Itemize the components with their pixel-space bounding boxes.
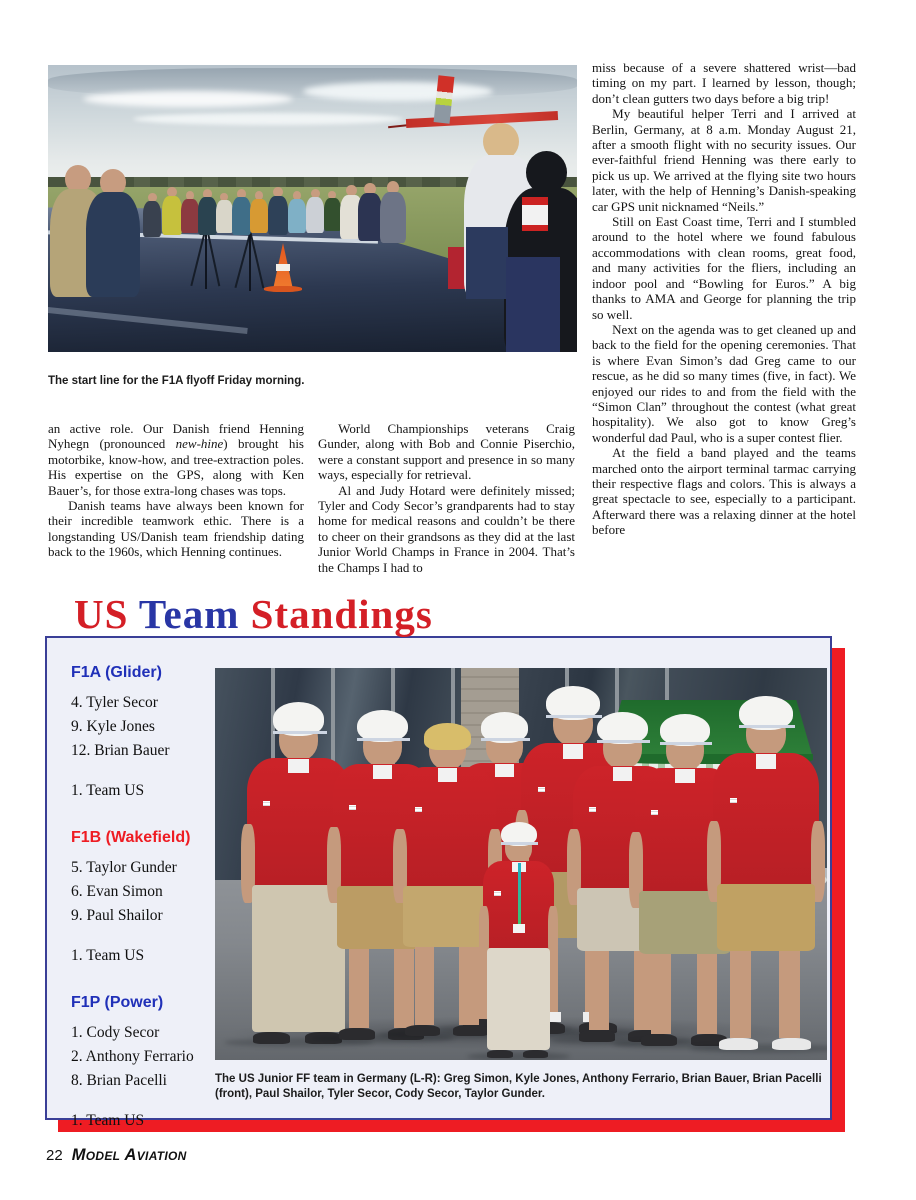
person-leg xyxy=(394,949,414,1028)
standings-section xyxy=(71,829,239,968)
start-photo-scenery xyxy=(276,264,290,271)
person-figure xyxy=(216,200,233,233)
us-team-standings-box xyxy=(45,636,832,1129)
team-polo xyxy=(713,753,819,884)
person-figure xyxy=(86,192,140,297)
paragraph: My beautiful helper Terri and I arrived at Berlin, Germany, at 8 a.m. Monday August 21, after a smooth flight with no security issues. Our ever-faithful friend Henning was there early to pick us up. We arrived at the flying site two hours later, with the help of Henning’s Danish-speaking car GPS unit nicknamed “Neils.” xyxy=(592,106,856,214)
team-cap-brim xyxy=(660,742,713,745)
paragraph: miss because of a severe shattered wrist—bad timing on my part. I learned by lesson, though; don’t clean gutters two days before a big trip! xyxy=(592,60,856,106)
polo-collar xyxy=(438,768,457,782)
start-line-photo xyxy=(48,65,577,352)
person-pants xyxy=(252,885,345,1032)
standings-title-segment: US xyxy=(74,591,139,637)
person-leg xyxy=(415,947,434,1025)
polo-logo xyxy=(349,805,356,810)
polo-logo xyxy=(589,807,596,812)
person-shoe xyxy=(339,1028,375,1040)
polo-logo xyxy=(730,798,737,803)
start-photo-scenery xyxy=(522,225,548,231)
team-cap-brim xyxy=(546,715,602,718)
person-figure xyxy=(250,199,268,233)
person-figure xyxy=(198,197,217,235)
standings-entry: 5. Taylor Gunder xyxy=(71,859,177,876)
polo-collar xyxy=(675,769,695,783)
polo-logo xyxy=(415,807,422,812)
polo-collar xyxy=(288,759,308,773)
standings-team-entry: 1. Team US xyxy=(71,947,145,964)
person-figure xyxy=(324,198,341,231)
start-photo-scenery xyxy=(522,197,548,205)
person-figure xyxy=(162,196,182,235)
team-cap-brim xyxy=(357,738,410,741)
polo-collar xyxy=(756,754,777,769)
standings-title-segment: Standings xyxy=(250,591,433,637)
person-shoe xyxy=(772,1038,810,1050)
standings-entry: 8. Brian Pacelli xyxy=(71,1072,167,1089)
person-shorts xyxy=(717,884,815,951)
person-figure xyxy=(181,199,199,233)
start-photo-scenery xyxy=(506,257,560,352)
person-shoe xyxy=(719,1038,757,1050)
standings-heading: F1P (Power) xyxy=(71,994,164,1011)
standings-title-segment: Team xyxy=(138,591,251,637)
person-leg xyxy=(779,951,800,1038)
person-leg xyxy=(651,954,671,1034)
person-shoe xyxy=(523,1050,549,1058)
start-line-photo-caption: The start line for the F1A flyoff Friday morning. xyxy=(48,375,305,387)
person-figure xyxy=(288,199,306,233)
page-number: 22 xyxy=(46,1147,63,1164)
team-photo-caption: The US Junior FF team in Germany (L-R): Greg Simon, Kyle Jones, Anthony Ferrario, Brian Bauer, Brian Pacelli (front), Paul Shailor, Tyler Secor, Cody Secor, Taylor Gunder. xyxy=(215,1073,822,1100)
polo-logo xyxy=(538,787,545,792)
team-cap-brim xyxy=(501,842,539,845)
page-footer xyxy=(46,1146,187,1165)
standings-section xyxy=(71,664,239,803)
magazine-name: Model Aviation xyxy=(71,1146,187,1164)
standings-entry: 2. Anthony Ferrario xyxy=(71,1048,194,1065)
person-leg xyxy=(589,951,609,1030)
polo-logo xyxy=(494,891,501,896)
team-cap-brim xyxy=(597,740,650,743)
team-cap-brim xyxy=(273,731,327,734)
article-column-1 xyxy=(48,421,304,560)
person-hair xyxy=(424,723,470,750)
standings-section xyxy=(71,994,239,1133)
start-photo-scenery xyxy=(264,286,302,292)
polo-logo xyxy=(651,810,658,815)
person-shoe xyxy=(405,1025,440,1036)
paragraph: Danish teams have always been known for their incredible teamwork ethic. There is a longstanding US/Danish team friendship dating back to the 1960s, which Henning continues. xyxy=(48,498,304,560)
person-shoe xyxy=(641,1034,677,1046)
team-polo xyxy=(399,767,496,886)
standings-entry: 6. Evan Simon xyxy=(71,883,163,900)
team-cap-brim xyxy=(739,725,795,728)
paragraph: Still on East Coast time, Terri and I stumbled around to the hotel where we found fabulous accommodations with clean rooms, great food, and many activities for the fliers, including an indoor pool and “Bowling for Euros.” A big thanks to AMA and George for planning the trip so well. xyxy=(592,214,856,322)
team-photo xyxy=(215,668,827,1060)
start-photo-scenery xyxy=(466,227,508,299)
person-shadow xyxy=(467,1052,569,1060)
person-figure xyxy=(306,197,324,233)
polo-collar xyxy=(495,764,513,777)
person-figure xyxy=(268,196,288,235)
person-shoe xyxy=(487,1050,513,1058)
paragraph: Al and Judy Hotard were definitely missed; Tyler and Cody Secor’s grandparents had to stay home for medical reasons and couldn’t be there to cheer on their grandsons as they did at the last Junior World Champs in France in 2004. That’s the Champs I had to xyxy=(318,482,575,575)
paragraph: Next on the agenda was to get cleaned up and back to the field for the opening ceremonies. That is where Evan Simon’s dad Greg came to our rescue, as he did so many times (five, in fact). We enjoyed our rides to and from the field with the “Simon Clan” throughout the contest (what great hospitality). We also got to know Greg’s wonderful dad Paul, who is a super contest flier. xyxy=(592,321,856,445)
standings-entry: 9. Kyle Jones xyxy=(71,718,155,735)
paragraph: an active role. Our Danish friend Henning Nyhegn (pronounced new-hine) brought his motorbike, know-how, and tree-extraction poles. His expertise on the GPS, along with Ken Bauer’s, for those extra-long chases was tops. xyxy=(48,421,304,498)
standings-heading: F1B (Wakefield) xyxy=(71,829,191,846)
person-shoe xyxy=(253,1032,290,1044)
standings-entry: 9. Paul Shailor xyxy=(71,907,163,924)
polo-collar xyxy=(373,765,393,779)
article-column-3 xyxy=(592,60,856,538)
start-photo-scenery xyxy=(303,82,493,101)
article-column-2 xyxy=(318,421,575,575)
person-leg xyxy=(349,949,369,1028)
polo-collar xyxy=(563,744,584,759)
polo-collar xyxy=(613,767,633,781)
person-leg xyxy=(459,947,478,1025)
polo-logo xyxy=(263,801,270,806)
paragraph: At the field a band played and the teams marched onto the airport terminal tarmac carrying their respective flags and colors. This is always a great spectacle to see, especially to a participant. Afterward there was a relaxing dinner at the hotel before xyxy=(592,445,856,538)
standings-team-entry: 1. Team US xyxy=(71,782,145,799)
standings-list xyxy=(71,664,239,1159)
person-figure xyxy=(232,197,251,235)
kid-lanyard xyxy=(518,863,521,924)
person-shoe xyxy=(453,1025,488,1036)
start-photo-scenery xyxy=(133,113,403,125)
person-figure xyxy=(380,192,406,243)
standings-entry: 4. Tyler Secor xyxy=(71,694,158,711)
start-photo-scenery xyxy=(83,91,293,107)
standings-entry: 1. Cody Secor xyxy=(71,1024,160,1041)
person-figure xyxy=(358,193,382,241)
team-cap-brim xyxy=(481,738,531,741)
person-leg xyxy=(730,951,751,1038)
person-leg xyxy=(697,954,717,1034)
person-shoe xyxy=(579,1030,615,1042)
person-pants xyxy=(487,948,551,1050)
standings-heading: F1A (Glider) xyxy=(71,664,162,681)
kid-badge xyxy=(513,924,525,933)
person-figure xyxy=(143,201,161,237)
paragraph: World Championships veterans Craig Gunder, along with Bob and Connie Piserchio, were a constant support and presence in so many ways, especially for retrieval. xyxy=(318,421,575,483)
standings-title xyxy=(74,590,433,638)
standings-entry: 12. Brian Bauer xyxy=(71,742,170,759)
standings-team-entry: 1. Team US xyxy=(71,1112,145,1129)
